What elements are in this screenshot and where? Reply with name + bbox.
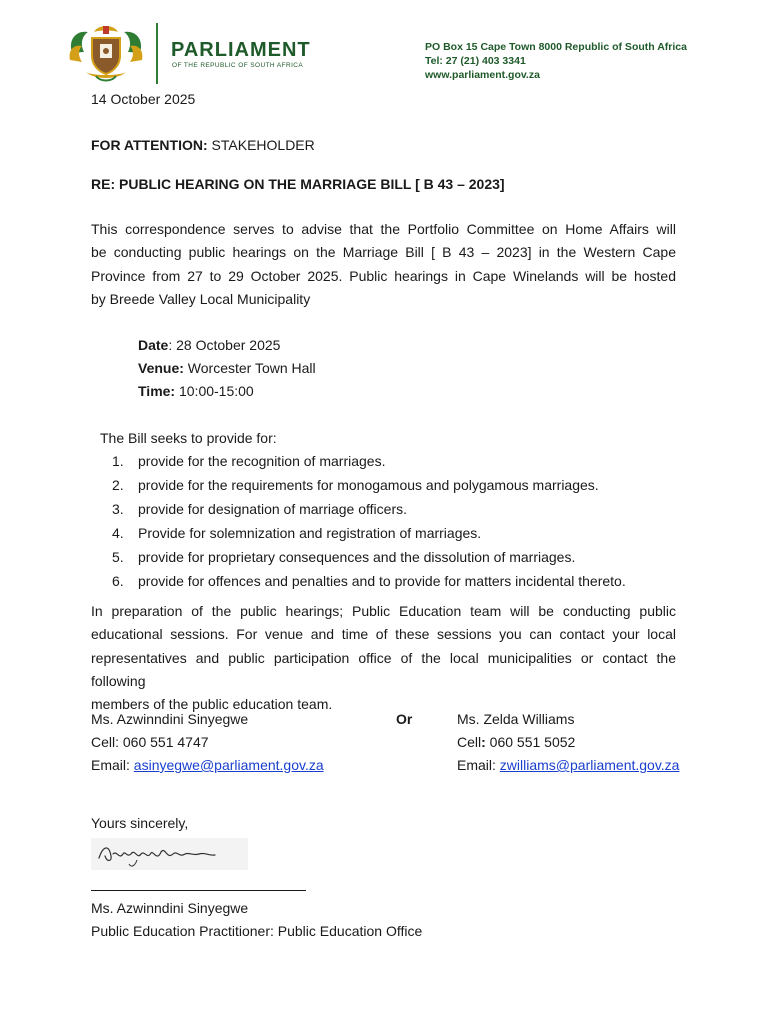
prep-line: members of the public education team.	[91, 696, 333, 713]
intro-line: This correspondence serves to advise that the Portfolio Committee on Home Affairs will	[91, 221, 676, 237]
list-item	[112, 545, 626, 569]
intro-line: by Breede Valley Local Municipality	[91, 290, 311, 307]
list-item-number: 2.	[112, 477, 124, 493]
contact-left-name: Ms. Azwinndini Sinyegwe	[91, 711, 249, 727]
contact-right-cell	[457, 731, 679, 754]
list-item-number: 4.	[112, 525, 124, 541]
signature-line	[91, 890, 306, 891]
attention-value: STAKEHOLDER	[211, 137, 315, 153]
hearing-venue-label: Venue:	[138, 360, 184, 376]
prep-line: representatives and public participation office of the local municipalities or contact the following	[91, 649, 676, 689]
list-item-text: provide for designation of marriage officers.	[138, 501, 407, 517]
list-item-text: provide for the recognition of marriages.	[138, 453, 386, 469]
parliament-coat-of-arms-logo	[66, 22, 146, 84]
header-website: www.parliament.gov.za	[425, 69, 540, 81]
hearing-time-value: 10:00-15:00	[175, 383, 254, 399]
hearing-time	[138, 380, 316, 403]
signatory-name: Ms. Azwinndini Sinyegwe	[91, 900, 249, 916]
org-subtitle: OF THE REPUBLIC OF SOUTH AFRICA	[172, 62, 304, 69]
list-item-text: provide for offences and penalties and to provide for matters incidental thereto.	[138, 573, 626, 589]
header-address: PO Box 15 Cape Town 8000 Republic of South Africa	[425, 41, 687, 53]
contact-left-email-link[interactable]: asinyegwe@parliament.gov.za	[133, 757, 324, 773]
or-separator: Or	[396, 711, 413, 727]
list-item-text: Provide for solemnization and registration of marriages.	[138, 525, 482, 541]
contact-right-cell-colon: :	[481, 734, 486, 750]
hearing-date	[138, 334, 316, 357]
contact-right-email-label: Email:	[457, 757, 500, 773]
contact-right-cell-value: 060 551 5052	[485, 734, 576, 750]
handwritten-signature	[91, 838, 248, 870]
attention-line	[91, 134, 315, 157]
list-item-number: 6.	[112, 573, 124, 589]
list-item-text: provide for the requirements for monogamous and polygamous marriages.	[138, 477, 599, 493]
hearing-venue	[138, 357, 316, 380]
preparation-paragraph	[91, 600, 676, 716]
hearing-date-value: : 28 October 2025	[168, 337, 281, 353]
list-item	[112, 521, 626, 545]
bill-provisions-list	[112, 449, 626, 593]
intro-line: Province from 27 to 29 October 2025. Public hearings in Cape Winelands will be hosted	[91, 267, 676, 284]
org-name: PARLIAMENT	[171, 39, 311, 61]
contact-right	[457, 708, 679, 777]
signatory-title: Public Education Practitioner: Public Education Office	[91, 923, 423, 939]
contact-right-email-row	[457, 754, 679, 777]
list-item-number: 3.	[112, 501, 124, 517]
bill-intro: The Bill seeks to provide for:	[100, 430, 277, 446]
prep-line: educational sessions. For venue and time of these sessions you can contact your local	[91, 626, 676, 643]
list-item	[112, 497, 626, 521]
header-tel: Tel: 27 (21) 403 3341	[425, 55, 526, 67]
prep-line: In preparation of the public hearings; Public Education team will be conducting public	[91, 603, 676, 619]
salutation: Yours sincerely,	[91, 815, 189, 831]
list-item	[112, 449, 626, 473]
contact-left	[91, 708, 324, 777]
list-item-text: provide for proprietary consequences and the dissolution of marriages.	[138, 549, 576, 565]
contact-right-cell-label: Cell	[457, 734, 482, 750]
hearing-time-label: Time:	[138, 383, 176, 399]
list-item	[112, 473, 626, 497]
list-item	[112, 569, 626, 593]
contact-right-name: Ms. Zelda Williams	[457, 711, 575, 727]
hearing-details	[138, 334, 316, 403]
contact-left-email-label: Email:	[91, 757, 134, 773]
header-divider	[156, 23, 158, 84]
hearing-venue-value: Worcester Town Hall	[183, 360, 316, 376]
list-item-number: 5.	[112, 549, 124, 565]
contact-right-email-link[interactable]: zwilliams@parliament.gov.za	[499, 757, 680, 773]
contact-left-cell: Cell: 060 551 4747	[91, 734, 209, 750]
hearing-date-label: Date	[138, 337, 169, 353]
letter-date: 14 October 2025	[91, 91, 196, 107]
attention-label: FOR ATTENTION:	[91, 137, 208, 153]
intro-line: be conducting public hearings on the Marriage Bill [ B 43 – 2023] in the Western Cape	[91, 244, 676, 261]
header-contact-block	[425, 40, 687, 82]
subject-line: RE: PUBLIC HEARING ON THE MARRIAGE BILL [ B 43 – 2023]	[91, 176, 505, 192]
intro-paragraph	[91, 218, 676, 311]
list-item-number: 1.	[112, 453, 124, 469]
contact-left-email-row	[91, 754, 324, 777]
